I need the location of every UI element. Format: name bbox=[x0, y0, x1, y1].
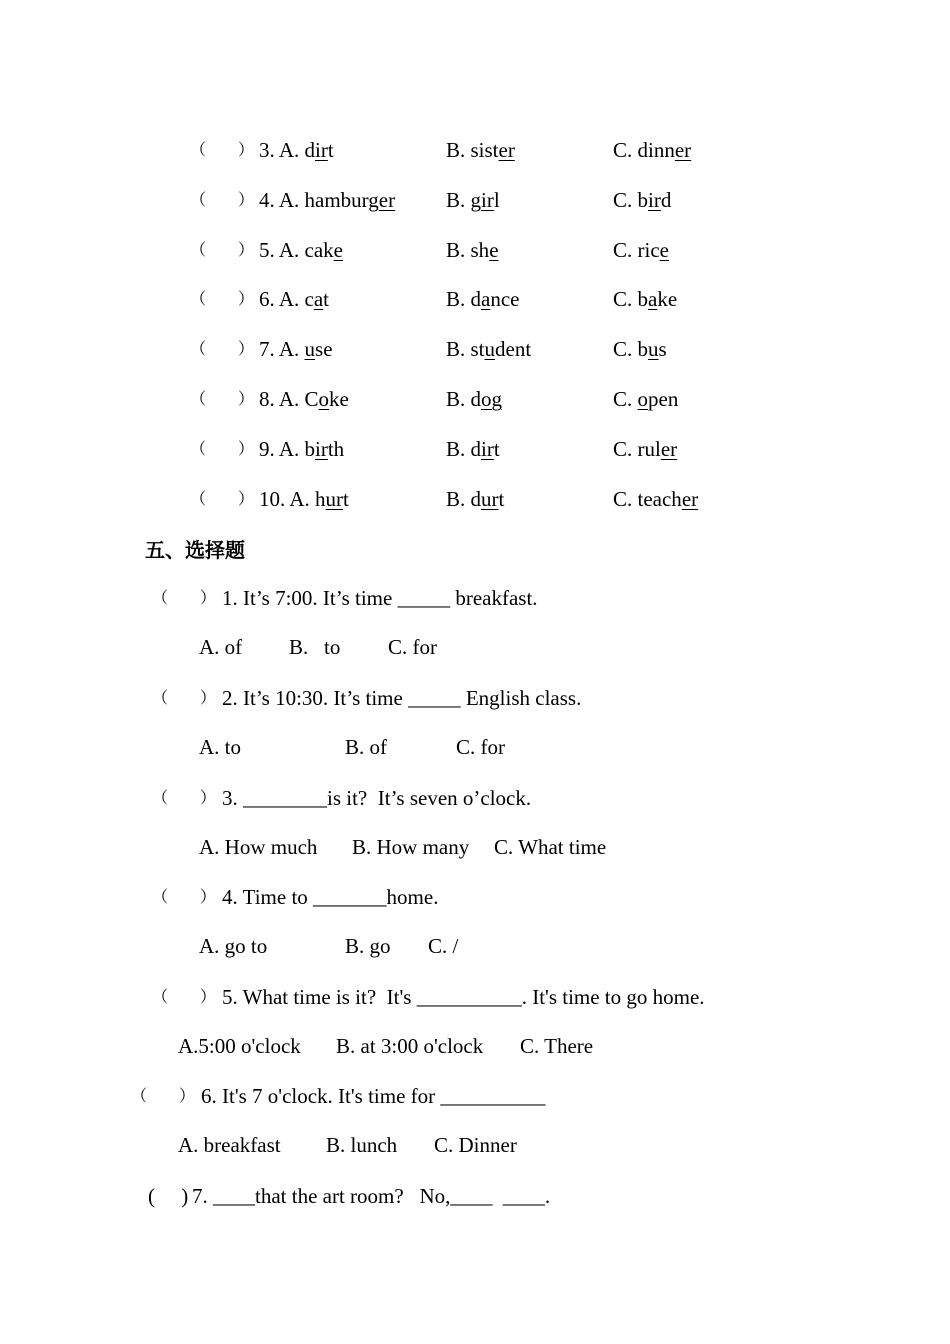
answer-paren[interactable]: （ ） bbox=[152, 688, 217, 707]
answer-paren[interactable]: （ ） bbox=[152, 887, 217, 906]
option-b bbox=[446, 336, 531, 362]
question-number: 4. A. bbox=[259, 188, 305, 212]
option-a bbox=[259, 336, 333, 362]
option-a bbox=[259, 286, 329, 312]
question-number: 8. A. bbox=[259, 387, 305, 411]
answer-option: A. of bbox=[199, 635, 243, 659]
word-c: C. rice bbox=[613, 238, 669, 262]
answer-paren[interactable]: （ ） bbox=[190, 389, 255, 408]
answer-paren[interactable]: ( ) bbox=[148, 1184, 189, 1208]
word-b: B. she bbox=[446, 238, 499, 262]
question-number: 9. A. bbox=[259, 437, 305, 461]
question-text: 3. ________is it? It’s seven o’clock. bbox=[222, 786, 532, 810]
question-text: 1. It’s 7:00. It’s time _____ breakfast. bbox=[222, 586, 538, 610]
word-c: C. bake bbox=[613, 287, 678, 311]
option-a bbox=[259, 386, 349, 412]
word-a: cat bbox=[304, 287, 330, 311]
answer-option: C. There bbox=[520, 1034, 594, 1058]
section-title: 五、选择题 bbox=[145, 538, 245, 562]
word-a: dirt bbox=[304, 138, 334, 162]
option-c bbox=[613, 336, 667, 362]
answer-paren[interactable]: （ ） bbox=[152, 788, 217, 807]
answer-option: A.5:00 o'clock bbox=[178, 1034, 301, 1058]
option-c bbox=[613, 187, 671, 213]
answer-option: B. go bbox=[345, 934, 391, 958]
answer-option: C. for bbox=[388, 635, 437, 659]
answer-paren[interactable]: （ ） bbox=[131, 1086, 196, 1105]
option-b bbox=[446, 486, 504, 512]
answer-option: A. How much bbox=[199, 835, 318, 859]
word-b: B. student bbox=[446, 337, 532, 361]
answer-option: B. of bbox=[345, 735, 387, 759]
option-c bbox=[613, 386, 678, 412]
question-number: 5. A. bbox=[259, 238, 305, 262]
answer-paren[interactable]: （ ） bbox=[152, 588, 217, 607]
word-a: birth bbox=[304, 437, 345, 461]
option-c bbox=[613, 286, 677, 312]
word-a: Coke bbox=[304, 387, 349, 411]
option-b bbox=[446, 137, 515, 163]
word-a: cake bbox=[304, 238, 343, 262]
question-number: 10. A. bbox=[259, 487, 316, 511]
word-b: B. dirt bbox=[446, 437, 500, 461]
option-a bbox=[259, 137, 334, 163]
word-c: C. bird bbox=[613, 188, 672, 212]
answer-option: A. to bbox=[199, 735, 241, 759]
word-c: C. bus bbox=[613, 337, 667, 361]
word-b: B. girl bbox=[446, 188, 500, 212]
answer-paren[interactable]: （ ） bbox=[190, 489, 255, 508]
question-text: 2. It’s 10:30. It’s time _____ English class. bbox=[222, 686, 582, 710]
answer-paren[interactable]: （ ） bbox=[152, 987, 217, 1006]
option-a bbox=[259, 436, 344, 462]
word-a: use bbox=[304, 337, 333, 361]
answer-paren[interactable]: （ ） bbox=[190, 140, 255, 159]
question-text: 4. Time to _______home. bbox=[222, 885, 439, 909]
word-b: B. dance bbox=[446, 287, 520, 311]
option-b bbox=[446, 436, 500, 462]
option-b bbox=[446, 237, 499, 263]
word-c: C. open bbox=[613, 387, 679, 411]
option-a bbox=[259, 187, 395, 213]
word-c: C. ruler bbox=[613, 437, 678, 461]
answer-option: C. What time bbox=[494, 835, 607, 859]
option-a bbox=[259, 486, 349, 512]
question-number: 6. A. bbox=[259, 287, 305, 311]
answer-option: B. at 3:00 o'clock bbox=[336, 1034, 484, 1058]
answer-option: C. / bbox=[428, 934, 459, 958]
answer-option: B. lunch bbox=[326, 1133, 398, 1157]
option-c bbox=[613, 137, 691, 163]
option-c bbox=[613, 486, 698, 512]
option-c bbox=[613, 436, 677, 462]
answer-option: A. go to bbox=[199, 934, 268, 958]
option-b bbox=[446, 386, 502, 412]
answer-paren[interactable]: （ ） bbox=[190, 240, 255, 259]
answer-paren[interactable]: （ ） bbox=[190, 190, 255, 209]
question-text: 6. It's 7 o'clock. It's time for __________ bbox=[201, 1084, 546, 1108]
option-c bbox=[613, 237, 669, 263]
option-b bbox=[446, 286, 520, 312]
question-number: 7. A. bbox=[259, 337, 305, 361]
answer-option: A. breakfast bbox=[178, 1133, 281, 1157]
word-c: C. dinner bbox=[613, 138, 692, 162]
word-b: B. dog bbox=[446, 387, 503, 411]
answer-option: B. How many bbox=[352, 835, 470, 859]
answer-paren[interactable]: （ ） bbox=[190, 339, 255, 358]
answer-option: C. for bbox=[456, 735, 505, 759]
word-c: C. teacher bbox=[613, 487, 699, 511]
question-text: 7. ____that the art room? No,____ ____. bbox=[192, 1184, 551, 1208]
question-text: 5. What time is it? It's __________. It's time to go home. bbox=[222, 985, 705, 1009]
option-a bbox=[259, 237, 343, 263]
word-a: hurt bbox=[315, 487, 349, 511]
question-number: 3. A. bbox=[259, 138, 305, 162]
option-b bbox=[446, 187, 500, 213]
answer-paren[interactable]: （ ） bbox=[190, 439, 255, 458]
answer-option: C. Dinner bbox=[434, 1133, 517, 1157]
word-a: hamburger bbox=[304, 188, 396, 212]
word-b: B. sister bbox=[446, 138, 515, 162]
word-b: B. durt bbox=[446, 487, 505, 511]
answer-paren[interactable]: （ ） bbox=[190, 289, 255, 308]
answer-option: B. to bbox=[289, 635, 341, 659]
